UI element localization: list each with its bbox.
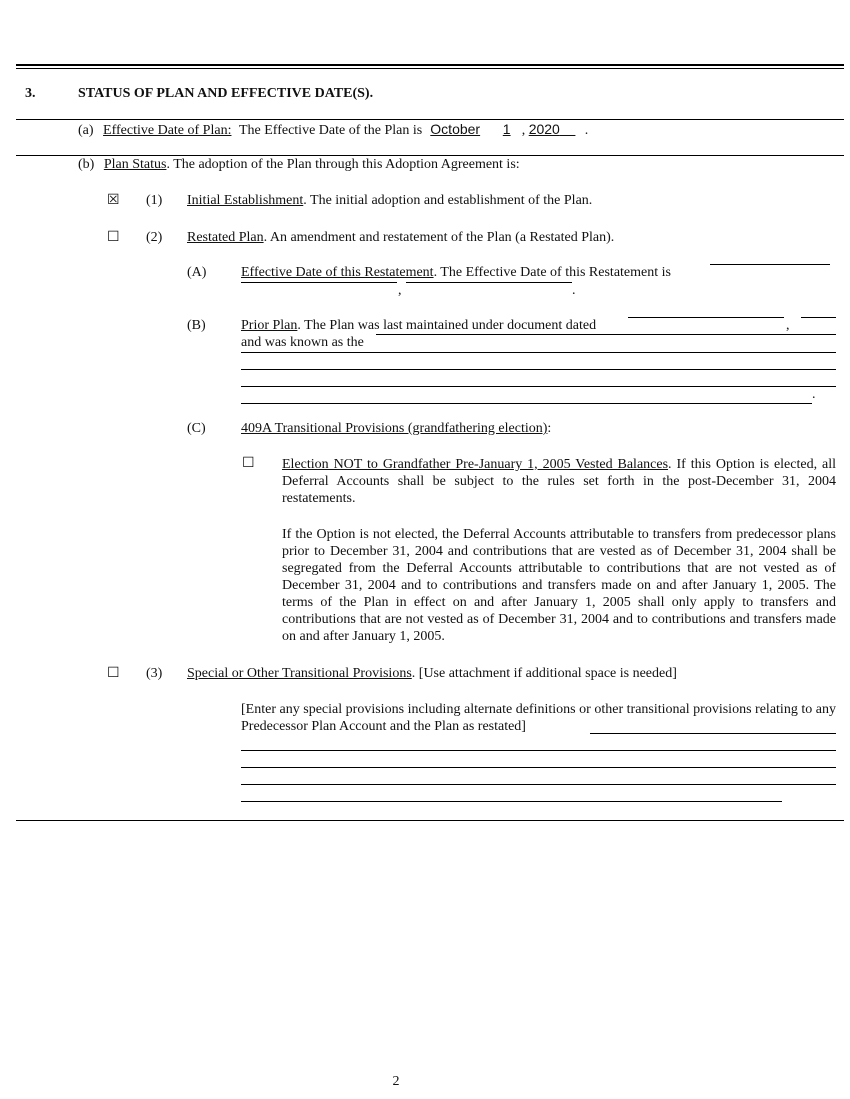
special-provisions-field-5[interactable] xyxy=(241,801,782,802)
sub-c-row xyxy=(241,421,551,437)
page-number: 2 xyxy=(392,1074,400,1089)
sub-a-comma: , xyxy=(398,283,402,298)
special-provisions-field-2[interactable] xyxy=(241,750,836,751)
item-a-divider xyxy=(16,155,844,156)
special-provisions-field-1[interactable] xyxy=(590,733,836,734)
prior-plan-name-field-2[interactable] xyxy=(241,352,836,353)
restated-plan-checkbox[interactable]: ☐ xyxy=(107,229,120,245)
special-provisions-field-4[interactable] xyxy=(241,784,836,785)
item-a-heading: Effective Date of Plan: xyxy=(103,123,232,138)
top-double-rule-lower xyxy=(16,68,844,69)
item-b-heading: Plan Status xyxy=(103,157,167,172)
item-b-label: (b) xyxy=(78,157,95,172)
grandfather-election-body: . If this Option is elected, all Deferral Accounts shall be subject to the rules set forth in the post-December 31, 2004 restatements. xyxy=(282,457,836,506)
prior-plan-date-field[interactable] xyxy=(628,317,784,318)
item-a-label: (a) xyxy=(78,123,94,138)
option1-heading: Initial Establishment xyxy=(187,193,304,208)
grandfather-election-checkbox[interactable]: ☐ xyxy=(242,455,255,471)
option2-number: (2) xyxy=(146,230,163,245)
sub-a-text: . The Effective Date of this Restatement is xyxy=(433,265,671,280)
prior-plan-name-field-3[interactable] xyxy=(241,369,836,370)
item-b-text: . The adoption of the Plan through this Adoption Agreement is: xyxy=(166,157,520,172)
item-b-row xyxy=(78,157,520,173)
effective-month-field[interactable] xyxy=(422,121,488,137)
option1-row xyxy=(187,193,592,209)
bottom-rule xyxy=(16,820,844,821)
item-a-end: . xyxy=(584,123,589,138)
special-provisions-checkbox[interactable]: ☐ xyxy=(107,665,120,681)
sub-b-heading: Prior Plan xyxy=(241,318,298,333)
restatement-date-field-1[interactable] xyxy=(710,264,830,265)
option3-row xyxy=(187,666,677,682)
sub-b-end: . xyxy=(812,387,816,402)
sub-b-label: (B) xyxy=(187,318,206,333)
special-provisions-instructions: [Enter any special provisions including alternate definitions or other transitional provisions relating to any Predecessor Plan Account and the Plan as restated] xyxy=(241,702,836,734)
option2-text: . An amendment and restatement of the Plan (a Restated Plan). xyxy=(263,230,615,245)
sub-a-end: . xyxy=(572,283,576,298)
effective-year-value: 2020 xyxy=(528,121,560,137)
sub-b-text: . The Plan was last maintained under document dated xyxy=(297,318,597,333)
special-provisions-field-3[interactable] xyxy=(241,767,836,768)
effective-month-value: October xyxy=(430,121,481,137)
top-double-rule-upper xyxy=(16,64,844,66)
option1-text: . The initial adoption and establishment of the Plan. xyxy=(303,193,593,208)
effective-day-value: 1 xyxy=(502,121,511,137)
restatement-date-field-3[interactable] xyxy=(406,282,572,283)
prior-plan-name-field-5[interactable] xyxy=(241,403,812,404)
section-title: STATUS OF PLAN AND EFFECTIVE DATE(S). xyxy=(78,86,374,101)
grandfather-paragraph: If the Option is not elected, the Deferral Accounts attributable to transfers from predecessor plans prior to December 31, 2004 and contributions that are vested as of December 31, 2004 shall be segregated from the Deferral Accounts attributable to contributions that are not vested as of December 31, 2004 and to contributions and transfers made on and after January 1, 2005. The terms of the Plan in effect on and after January 1, 2005 shall only apply to transfers and contributions that are not vested as of December 31, 2004 and to contributions and transfers made on and after January 1, 2005. xyxy=(282,527,836,644)
effective-day-field[interactable] xyxy=(492,121,522,137)
sub-c-label: (C) xyxy=(187,421,206,436)
grandfather-election-text xyxy=(282,456,836,507)
initial-establishment-checkbox[interactable]: ☒ xyxy=(107,192,120,208)
sub-a-label: (A) xyxy=(187,265,207,280)
option3-text: . [Use attachment if additional space is needed] xyxy=(411,666,677,681)
option3-heading: Special or Other Transitional Provisions xyxy=(187,666,412,681)
section-divider xyxy=(16,119,844,120)
sub-c-heading: 409A Transitional Provisions (grandfathering election) xyxy=(241,421,548,436)
option3-number: (3) xyxy=(146,666,163,681)
option1-number: (1) xyxy=(146,193,163,208)
prior-plan-date-field-2[interactable] xyxy=(801,317,836,318)
sub-c-colon: : xyxy=(547,421,552,436)
sub-b-comma: , xyxy=(786,318,790,333)
option2-row xyxy=(187,230,614,246)
prior-plan-name-field-4[interactable] xyxy=(241,386,836,387)
sub-a-heading: Effective Date of this Restatement xyxy=(241,265,434,280)
prior-plan-name-field-1[interactable] xyxy=(376,334,836,335)
item-a-sep: , xyxy=(521,123,526,138)
section-number: 3. xyxy=(25,86,36,101)
sub-b-row xyxy=(241,318,596,334)
grandfather-election-heading: Election NOT to Grandfather Pre-January 1, 2005 Vested Balances xyxy=(282,457,669,472)
effective-year-field[interactable] xyxy=(529,121,585,137)
sub-a-row xyxy=(241,265,671,281)
restatement-date-field-2[interactable] xyxy=(241,282,397,283)
option2-heading: Restated Plan xyxy=(187,230,264,245)
item-a-row xyxy=(78,121,588,139)
sub-b-known-as: and was known as the xyxy=(241,335,364,350)
item-a-text: The Effective Date of the Plan is xyxy=(238,123,423,138)
